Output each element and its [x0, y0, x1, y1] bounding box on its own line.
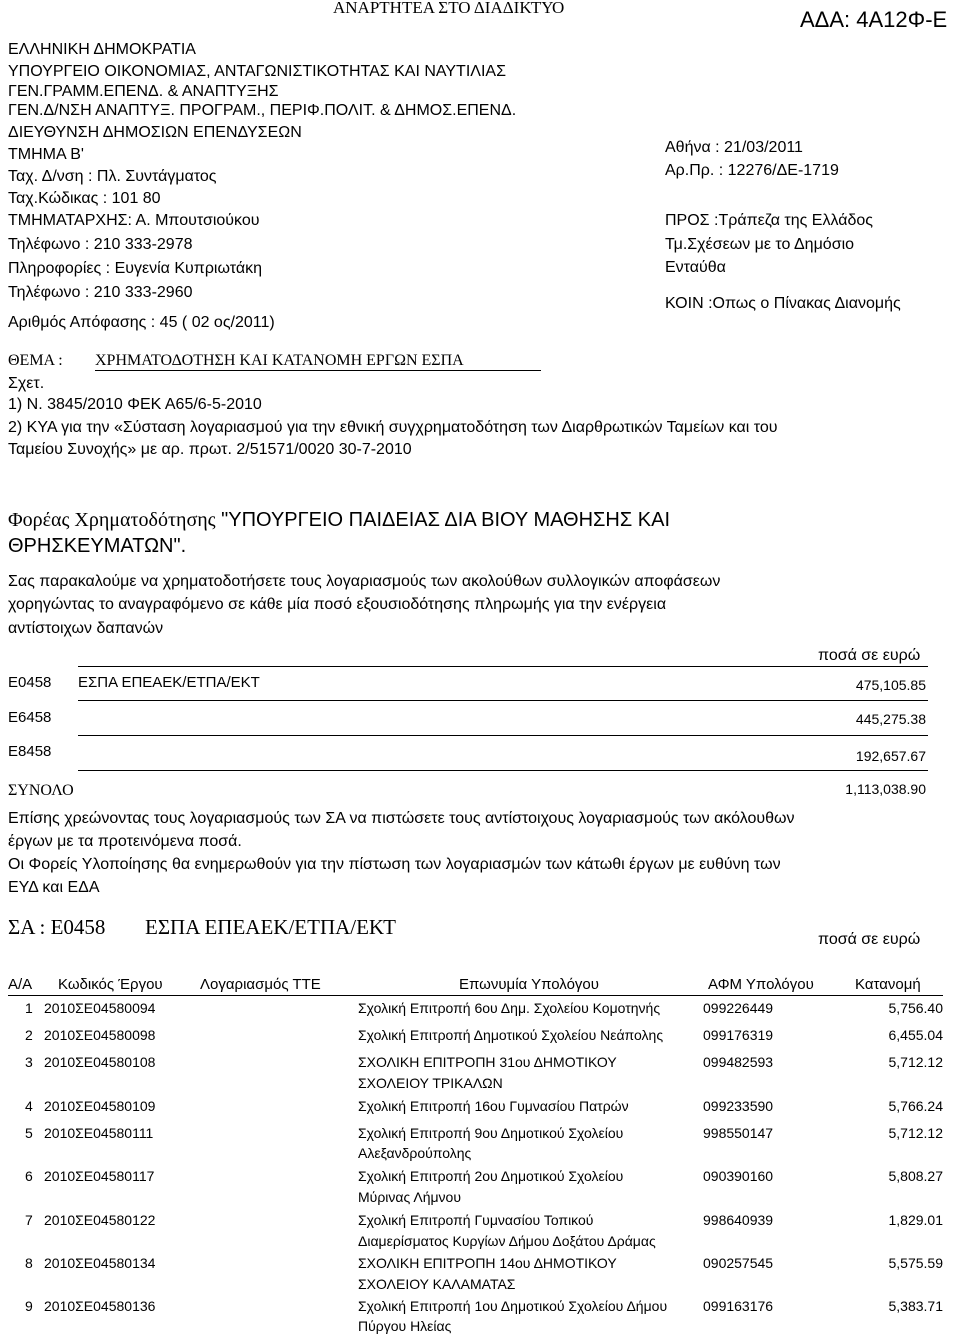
row-name-cont: Πύργου Ηλείας [358, 1318, 452, 1334]
amounts-unit: ποσά σε ευρώ [818, 647, 921, 664]
row-afm: 998550147 [703, 1125, 774, 1141]
divider [78, 700, 928, 701]
row-code: 2010ΣΕ04580094 [44, 1000, 156, 1016]
divider [78, 666, 928, 667]
amount-value: 475,105.85 [855, 677, 926, 693]
request-line: αντίστοιχων δαπανών [8, 620, 164, 637]
total-value: 1,113,038.90 [845, 781, 926, 797]
row-name: Σχολική Επιτροπή 1ου Δημοτικού Σχολείου Δήμου [358, 1298, 668, 1314]
row-aa: 1 [25, 1000, 33, 1016]
row-amount: 5,712.12 [888, 1054, 943, 1070]
row-aa: 4 [25, 1098, 33, 1114]
row-afm: 090390160 [703, 1168, 774, 1184]
amount-value: 445,275.38 [855, 711, 926, 727]
row-amount: 5,383.71 [888, 1298, 943, 1314]
row-amount: 5,766.24 [888, 1098, 943, 1114]
row-aa: 6 [25, 1168, 33, 1184]
row-afm: 099163176 [703, 1298, 774, 1314]
row-name: Σχολική Επιτροπή 2ου Δημοτικού Σχολείου [358, 1168, 624, 1184]
row-name: Σχολική Επιτροπή Δημοτικού Σχολείου Νεάπολης [358, 1027, 664, 1043]
row-name-cont: ΣΧΟΛΕΙΟΥ ΚΑΛΑΜΑΤΑΣ [358, 1276, 516, 1292]
recipient-place: Ενταύθα [665, 259, 726, 276]
note-line: Επίσης χρεώνοντας τους λογαριασμούς των ΣΑ να πιστώσετε τους αντίστοιχους λογαριασμούς των ακόλουθων [8, 810, 795, 827]
row-code: 2010ΣΕ04580108 [44, 1054, 156, 1070]
row-name: ΣΧΟΛΙΚΗ ΕΠΙΤΡΟΠΗ 14ου ΔΗΜΟΤΙΚΟΥ [358, 1255, 617, 1271]
publication-notice: ΑΝΑΡΤΗΤΕΑ ΣΤΟ ΔΙΑΔΙΚΤΥΟ [333, 0, 565, 17]
amount-code: Ε6458 [8, 709, 52, 726]
row-code: 2010ΣΕ04580134 [44, 1255, 156, 1271]
ref-item: 2) ΚΥΑ για την «Σύσταση λογαριασμού για την εθνική συγχρηματοδότηση των Διαρθρωτικών Ταμείων και του [8, 419, 778, 436]
funding-body: "ΥΠΟΥΡΓΕΙΟ ΠΑΙΔΕΙΑΣ ΔΙΑ ΒΙΟΥ ΜΑΘΗΣΗΣ ΚΑΙ [215, 509, 671, 531]
row-amount: 5,575.59 [888, 1255, 943, 1271]
sender-line: Ταχ. Δ/νση : Πλ. Συντάγματος [8, 168, 217, 185]
request-line: Σας παρακαλούμε να χρηματοδοτήσετε τους λογαριασμούς των ακολούθων συλλογικών αποφάσεων [8, 573, 721, 590]
row-aa: 3 [25, 1054, 33, 1070]
recipient-dept: Τμ.Σχέσεων με το Δημόσιο [665, 236, 855, 253]
row-name-cont: ΣΧΟΛΕΙΟΥ ΤΡΙΚΑΛΩΝ [358, 1075, 503, 1091]
row-name: ΣΧΟΛΙΚΗ ΕΠΙΤΡΟΠΗ 31ου ΔΗΜΟΤΙΚΟΥ [358, 1054, 617, 1070]
row-amount: 5,808.27 [888, 1168, 943, 1184]
row-amount: 6,455.04 [888, 1027, 943, 1043]
row-code: 2010ΣΕ04580122 [44, 1212, 156, 1228]
ref-item: 1) Ν. 3845/2010 ΦΕΚ Α65/6-5-2010 [8, 396, 262, 413]
amount-code: Ε0458 [8, 674, 52, 691]
sender-line: ΥΠΟΥΡΓΕΙΟ ΟΙΚΟΝΟΜΙΑΣ, ΑΝΤΑΓΩΝΙΣΤΙΚΟΤΗΤΑΣ ΚΑΙ ΝΑΥΤΙΛΙΑΣ [8, 63, 506, 80]
row-aa: 5 [25, 1125, 33, 1141]
col-header-amount: Κατανομή [855, 976, 921, 993]
row-amount: 5,756.40 [888, 1000, 943, 1016]
row-name: Σχολική Επιτροπή Γυμνασίου Τοπικού [358, 1212, 594, 1228]
row-code: 2010ΣΕ04580117 [44, 1168, 155, 1184]
funding-label: Φορέας Χρηματοδότησης [8, 509, 216, 531]
row-afm: 099233590 [703, 1098, 774, 1114]
sender-line: ΤΜΗΜΑΤΑΡΧΗΣ: Α. Μπουτσιούκου [8, 212, 260, 229]
sa-unit: ποσά σε ευρώ [818, 931, 921, 948]
row-code: 2010ΣΕ04580098 [44, 1027, 156, 1043]
subject-label: ΘΕΜΑ : [8, 352, 63, 369]
sender-line: ΤΜΗΜΑ Β' [8, 146, 84, 163]
col-header-account: Λογαριασμός ΤΤΕ [200, 976, 321, 993]
row-afm: 099226449 [703, 1000, 774, 1016]
row-code: 2010ΣΕ04580111 [44, 1125, 154, 1141]
row-afm: 998640939 [703, 1212, 774, 1228]
total-label: ΣΥΝΟΛΟ [8, 782, 74, 799]
row-afm: 099482593 [703, 1054, 774, 1070]
sa-title: ΕΣΠΑ ΕΠΕΑΕΚ/ΕΤΠΑ/ΕΚΤ [145, 915, 397, 939]
sender-line: ΓΕΝ.Δ/ΝΣΗ ΑΝΑΠΤΥΞ. ΠΡΟΓΡΑΜ., ΠΕΡΙΦ.ΠΟΛΙΤ. & ΔΗΜΟΣ.ΕΠΕΝΔ. [8, 102, 517, 119]
row-code: 2010ΣΕ04580136 [44, 1298, 156, 1314]
protocol-number: Αρ.Πρ. : 12276/ΔΕ-1719 [665, 162, 839, 179]
header-rule [8, 995, 943, 996]
divider [78, 770, 928, 771]
row-afm: 099176319 [703, 1027, 774, 1043]
subject-text: ΧΡΗΜΑΤΟΔΟΤΗΣΗ ΚΑΙ ΚΑΤΑΝΟΜΗ ΕΡΓΩΝ ΕΣΠΑ [95, 352, 541, 371]
row-afm: 090257545 [703, 1255, 774, 1271]
note-line: έργων με τα προτεινόμενα ποσά. [8, 833, 242, 850]
sender-line: Τηλέφωνο : 210 333-2960 [8, 284, 193, 301]
refs-label: Σχετ. [8, 375, 45, 392]
amount-value: 192,657.67 [855, 748, 926, 764]
ada-code: ΑΔΑ: 4Α12Φ-Ε [800, 7, 948, 32]
note-line: ΕΥΔ και ΕΔΑ [8, 879, 100, 896]
sender-block [8, 39, 516, 304]
row-name: Σχολική Επιτροπή 9ου Δημοτικού Σχολείου [358, 1125, 624, 1141]
row-name-cont: Διαμερίσματος Κυργίων Δήμου Δοξάτου Δράμας [358, 1233, 656, 1249]
col-header-afm: ΑΦΜ Υπολόγου [708, 976, 814, 993]
col-header-code: Κωδικός Έργου [58, 976, 163, 993]
recipient-date: Αθήνα : 21/03/2011 [665, 139, 803, 156]
sender-line: ΕΛΛΗΝΙΚΗ ΔΗΜΟΚΡΑΤΙΑ [8, 41, 196, 58]
row-name: Σχολική Επιτροπή 6ου Δημ. Σχολείου Κομοτηνής [358, 1000, 661, 1016]
funding-body-2: ΘΡΗΣΚΕΥΜΑΤΩΝ". [8, 535, 187, 557]
row-amount: 5,712.12 [888, 1125, 943, 1141]
row-aa: 7 [25, 1212, 33, 1228]
sa-label: ΣΑ : Ε0458 [8, 915, 106, 939]
col-header-name: Επωνυμία Υπολόγου [459, 976, 599, 993]
sender-line: Πληροφορίες : Ευγενία Κυπριωτάκη [8, 260, 262, 277]
row-name-cont: Αλεξανδρούπολης [358, 1145, 472, 1161]
amount-code: Ε8458 [8, 743, 52, 760]
col-header-aa: Α/Α [8, 976, 33, 993]
sender-line: ΓΕΝ.ΓΡΑΜΜ.ΕΠΕΝΔ. & ΑΝΑΠΤΥΞΗΣ [8, 83, 279, 100]
row-name: Σχολική Επιτροπή 16ου Γυμνασίου Πατρών [358, 1098, 629, 1114]
sender-line: Τηλέφωνο : 210 333-2978 [8, 236, 193, 253]
recipient-to: ΠΡΟΣ :Τράπεζα της Ελλάδος [665, 212, 873, 229]
row-aa: 8 [25, 1255, 33, 1271]
note-line: Οι Φορείς Υλοποίησης θα ενημερωθούν για την πίστωση των λογαριασμών των κάτωθι έργων με ευθύνη των [8, 856, 781, 873]
row-amount: 1,829.01 [888, 1212, 943, 1228]
row-aa: 2 [25, 1027, 33, 1043]
row-code: 2010ΣΕ04580109 [44, 1098, 156, 1114]
funding-line [8, 509, 670, 532]
row-aa: 9 [25, 1298, 33, 1314]
ref-item: Ταμείου Συνοχής» με αρ. πρωτ. 2/51571/0020 30-7-2010 [8, 441, 412, 458]
sender-line: ΔΙΕΥΘΥΝΣΗ ΔΗΜΟΣΙΩΝ ΕΠΕΝΔΥΣΕΩΝ [8, 124, 302, 141]
request-line: χορηγώντας το αναγραφόμενο σε κάθε μία ποσό εξουσιοδότησης πληρωμής για την ενέργεια [8, 596, 667, 613]
divider [78, 735, 928, 736]
amount-desc: ΕΣΠΑ ΕΠΕΑΕΚ/ΕΤΠΑ/ΕΚΤ [78, 674, 260, 691]
recipient-koin: ΚΟΙΝ :Οπως ο Πίνακας Διανομής [665, 295, 901, 312]
sender-line: Ταχ.Κώδικας : 101 80 [8, 190, 161, 207]
decision-number: Αριθμός Απόφασης : 45 ( 02 ος/2011) [8, 314, 275, 331]
row-name-cont: Μύρινας Λήμνου [358, 1189, 461, 1205]
